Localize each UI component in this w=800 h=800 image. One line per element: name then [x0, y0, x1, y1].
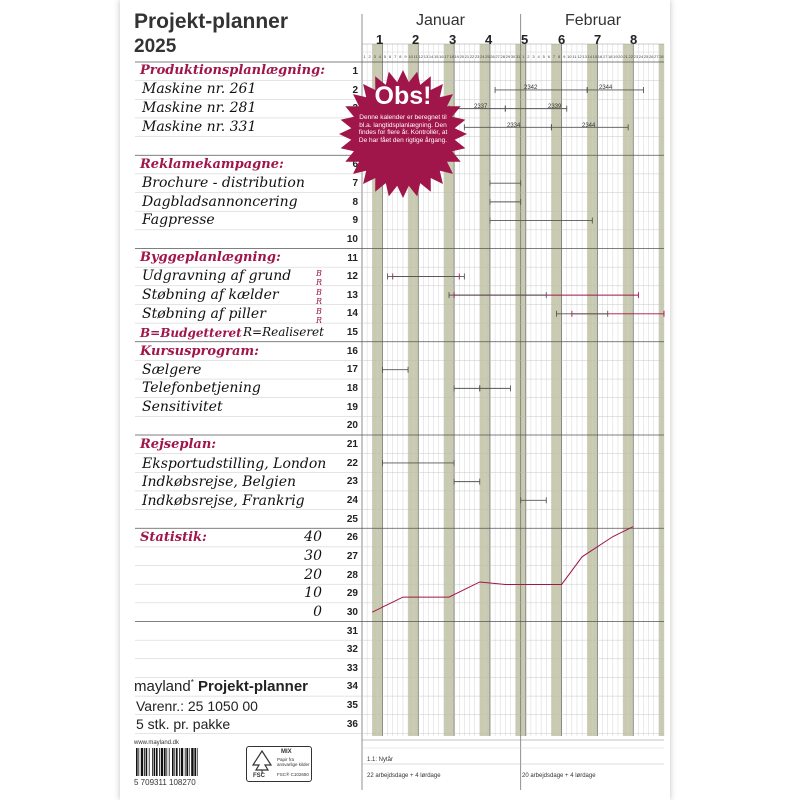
day-number: 23 — [474, 54, 480, 59]
day-number: 26 — [648, 54, 654, 59]
day-number: 13 — [423, 54, 429, 59]
row-label: Støbning af kælder — [142, 287, 279, 303]
row-number: 17 — [346, 364, 358, 376]
barcode-bar — [136, 748, 138, 776]
day-number: 31 — [515, 54, 521, 59]
row-number: 21 — [346, 439, 358, 450]
day-number: 16 — [597, 54, 603, 59]
row-number: 32 — [346, 644, 358, 656]
day-number: 8 — [399, 54, 402, 59]
row-label: Maskine nr. 281 — [142, 100, 257, 116]
legend-real: R=Realiseret — [243, 325, 324, 339]
barcode-bar — [176, 748, 178, 776]
section-travel: Rejseplan: — [140, 437, 217, 452]
day-number: 23 — [633, 54, 639, 59]
row-number: 26 — [346, 532, 358, 544]
barcode-bar — [146, 748, 148, 776]
day-number: 9 — [404, 54, 407, 59]
gantt-label: 2344 — [599, 85, 613, 91]
day-number: 19 — [613, 54, 618, 59]
month-february: Februar — [565, 12, 622, 29]
weekend-band — [485, 44, 490, 736]
gantt-label: 2342 — [524, 85, 538, 91]
barcode-bar — [166, 748, 167, 776]
day-number: 15 — [592, 54, 598, 59]
fsc-text: Papir fra ansvarlige kilder — [277, 757, 310, 767]
day-number: 2 — [368, 54, 371, 59]
row-label: Sensitivitet — [142, 399, 223, 415]
row-label: Maskine nr. 331 — [142, 119, 257, 135]
day-number: 2 — [527, 54, 530, 59]
day-number: 7 — [394, 54, 397, 59]
product-name: Projekt-planner — [198, 678, 309, 695]
day-number: 14 — [428, 54, 434, 59]
row-number: 19 — [346, 401, 358, 413]
budget-marker: B — [316, 269, 322, 278]
barcode-number: 5 709311 108270 — [134, 778, 196, 787]
week-number: 7 — [594, 32, 602, 47]
weekend-band — [480, 44, 485, 736]
week-number: 1 — [376, 32, 384, 47]
row-number: 2 — [352, 84, 358, 96]
row-number: 11 — [347, 252, 358, 264]
barcode-bar — [156, 748, 158, 776]
week-number: 5 — [521, 32, 529, 47]
day-number: 3 — [532, 54, 535, 59]
weekend-band — [521, 44, 526, 736]
day-number: 9 — [563, 54, 566, 59]
row-number: 12 — [346, 271, 358, 283]
real-marker: R — [316, 278, 323, 287]
day-number: 11 — [572, 54, 577, 59]
weekend-band — [551, 44, 556, 736]
section-courses: Kursusprogram: — [140, 344, 259, 359]
gantt-label: 2339 — [548, 104, 562, 110]
gantt-label: 2334 — [507, 123, 521, 129]
row-label: Støbning af piller — [142, 306, 266, 322]
row-number: 29 — [346, 588, 358, 600]
day-number: 27 — [654, 54, 659, 59]
row-number: 36 — [346, 718, 358, 730]
row-label: Brochure - distribution — [142, 175, 305, 191]
row-label: Indkøbsrejse, Belgien — [142, 474, 297, 490]
day-number: 13 — [582, 54, 587, 59]
day-number: 17 — [444, 54, 449, 59]
obs-text: Denne kalender er beregnet til bl.a. langtidsplanlægning. Den findes for flere år. Kontrollér, at De har fået den rigtige årgang. — [358, 114, 448, 144]
day-number: 25 — [485, 54, 490, 59]
row-number: 18 — [346, 383, 358, 395]
barcode-bar — [164, 748, 166, 776]
day-number: 8 — [557, 54, 561, 59]
obs-title: Obs! — [374, 82, 432, 110]
barcode-bar — [185, 748, 186, 776]
day-number: 6 — [389, 54, 392, 59]
row-number: 31 — [346, 625, 358, 637]
row-number: 20 — [346, 420, 358, 432]
barcode-bar — [149, 748, 150, 776]
week-number: 4 — [485, 32, 493, 47]
day-number: 16 — [439, 54, 444, 59]
weekend-band — [516, 44, 521, 736]
fsc-mix: MIX — [281, 749, 292, 755]
row-number: 28 — [346, 569, 358, 581]
row-label: Udgravning af grund — [142, 268, 292, 284]
row-label: Fagpresse — [142, 212, 215, 228]
barcode — [134, 748, 234, 778]
fsc-code: FSC® C102650 — [277, 772, 309, 777]
barcode-bar — [141, 748, 143, 776]
weekend-band — [592, 44, 597, 736]
brand-logo: mayland — [134, 678, 191, 695]
row-number: 35 — [346, 700, 358, 712]
barcode-bar — [186, 748, 188, 776]
product-brand: mayland* Projekt-planner — [134, 678, 309, 695]
section-stats: Statistik: — [140, 530, 207, 545]
day-number: 19 — [454, 54, 459, 59]
row-number: 27 — [346, 550, 358, 562]
page-title: Projekt-planner — [134, 10, 289, 33]
day-number: 25 — [643, 54, 649, 59]
day-number: 30 — [510, 54, 516, 59]
day-number: 18 — [449, 54, 454, 59]
stat-scale-label: 30 — [304, 548, 322, 564]
barcode-bar — [191, 748, 193, 776]
row-number: 22 — [346, 457, 358, 469]
january-workdays: 22 arbejdsdage + 4 lørdage — [367, 773, 441, 779]
day-number: 4 — [378, 54, 382, 59]
day-number: 12 — [418, 54, 424, 59]
row-label: Eksportudstilling, London — [142, 456, 327, 472]
row-number: 30 — [346, 606, 358, 618]
day-number: 14 — [587, 54, 593, 59]
barcode-bar — [189, 748, 190, 776]
barcode-bar — [144, 748, 145, 776]
barcode-bar — [169, 748, 170, 776]
barcode-bar — [181, 748, 183, 776]
real-marker: R — [316, 297, 323, 306]
day-number: 22 — [628, 54, 633, 59]
day-number: 11 — [413, 54, 418, 59]
budget-marker: B — [316, 288, 322, 297]
product-pack: 5 stk. pr. pakke — [136, 716, 231, 732]
day-number: 6 — [547, 54, 550, 59]
day-number: 28 — [659, 54, 664, 59]
section-building: Byggeplanlægning: — [140, 250, 281, 265]
row-number: 7 — [352, 177, 358, 189]
section-production: Produktionsplanlægning: — [140, 63, 326, 78]
year-label: 2025 — [134, 36, 177, 57]
row-number: 34 — [346, 681, 358, 693]
week-number: 3 — [449, 32, 457, 47]
barcode-bar — [194, 748, 196, 776]
day-number: 10 — [408, 54, 413, 59]
stat-scale-label: 20 — [304, 567, 322, 583]
weekend-band — [659, 44, 664, 736]
barcode-bar — [159, 748, 160, 776]
row-number: 24 — [346, 494, 358, 506]
gantt-label: 2344 — [582, 123, 596, 129]
row-label: Sælgere — [142, 362, 202, 378]
day-number: 17 — [602, 54, 608, 59]
day-number: 5 — [542, 54, 545, 59]
stat-scale-label: 0 — [313, 604, 322, 620]
day-number: 15 — [433, 54, 439, 59]
week-number: 6 — [558, 32, 566, 47]
day-number: 1 — [522, 54, 525, 59]
february-workdays: 20 arbejdsdage + 4 lørdage — [522, 773, 596, 779]
fsc-logo-text: FSC — [253, 773, 265, 779]
day-number: 24 — [480, 54, 485, 59]
real-marker: R — [316, 316, 323, 325]
day-number: 5 — [383, 54, 387, 59]
day-number: 29 — [505, 54, 511, 59]
day-number: 27 — [495, 54, 500, 59]
row-number: 8 — [352, 196, 358, 208]
day-number: 12 — [577, 54, 582, 59]
day-number: 10 — [567, 54, 572, 59]
barcode-bar — [152, 748, 153, 776]
day-number: 20 — [459, 54, 465, 59]
row-number: 6 — [352, 159, 358, 171]
barcode-bar — [179, 748, 180, 776]
row-number: 14 — [346, 308, 358, 320]
weekend-band — [587, 44, 592, 736]
tree-icon — [249, 749, 275, 775]
day-number: 21 — [623, 54, 628, 59]
weekend-band — [628, 44, 633, 736]
barcode-bar — [197, 748, 198, 776]
month-january: Januar — [416, 12, 465, 29]
weekend-band — [623, 44, 628, 736]
row-number: 23 — [346, 476, 358, 488]
barcode-bar — [174, 748, 175, 776]
legend-budget: B=Budgetteret — [140, 326, 242, 340]
day-number: 1 — [363, 54, 366, 59]
weekend-band — [557, 44, 562, 736]
row-label: Indkøbsrejse, Frankrig — [142, 493, 305, 509]
day-number: 21 — [464, 54, 470, 59]
row-number: 9 — [352, 215, 358, 227]
row-number: 16 — [346, 345, 358, 357]
day-number: 26 — [490, 54, 495, 59]
website-url: www.mayland.dk — [134, 740, 180, 746]
day-number: 18 — [608, 54, 613, 59]
row-label: Telefonbetjening — [142, 380, 261, 396]
day-number: 20 — [618, 54, 623, 59]
stat-scale-label: 10 — [304, 585, 322, 601]
product-item-number: Varenr.: 25 1050 00 — [136, 698, 258, 714]
budget-marker: B — [316, 307, 322, 316]
day-number: 4 — [537, 54, 540, 59]
day-number: 24 — [638, 54, 644, 59]
row-number: 1 — [352, 66, 358, 77]
day-number: 28 — [500, 54, 505, 59]
row-number: 13 — [346, 289, 358, 301]
gantt-label: 2337 — [474, 104, 488, 110]
barcode-bar — [154, 748, 156, 776]
barcode-bar — [161, 748, 163, 776]
row-label: Dagbladsannoncering — [142, 194, 298, 210]
barcode-bar — [138, 748, 139, 776]
holiday-note: 1.1: Nytår — [367, 757, 394, 763]
row-number: 10 — [346, 233, 358, 245]
row-label: Maskine nr. 261 — [142, 81, 257, 97]
stat-scale-label: 40 — [304, 529, 322, 545]
day-number: 22 — [469, 54, 475, 59]
row-number: 25 — [346, 513, 358, 525]
day-number: 3 — [373, 54, 376, 59]
section-ads: Reklamekampagne: — [140, 157, 284, 172]
week-number: 8 — [630, 32, 638, 47]
barcode-bar — [172, 748, 174, 776]
row-number: 15 — [346, 327, 358, 339]
week-number: 2 — [412, 32, 420, 47]
day-number: 7 — [552, 54, 556, 59]
row-number: 33 — [346, 662, 358, 674]
fsc-box — [246, 746, 312, 782]
